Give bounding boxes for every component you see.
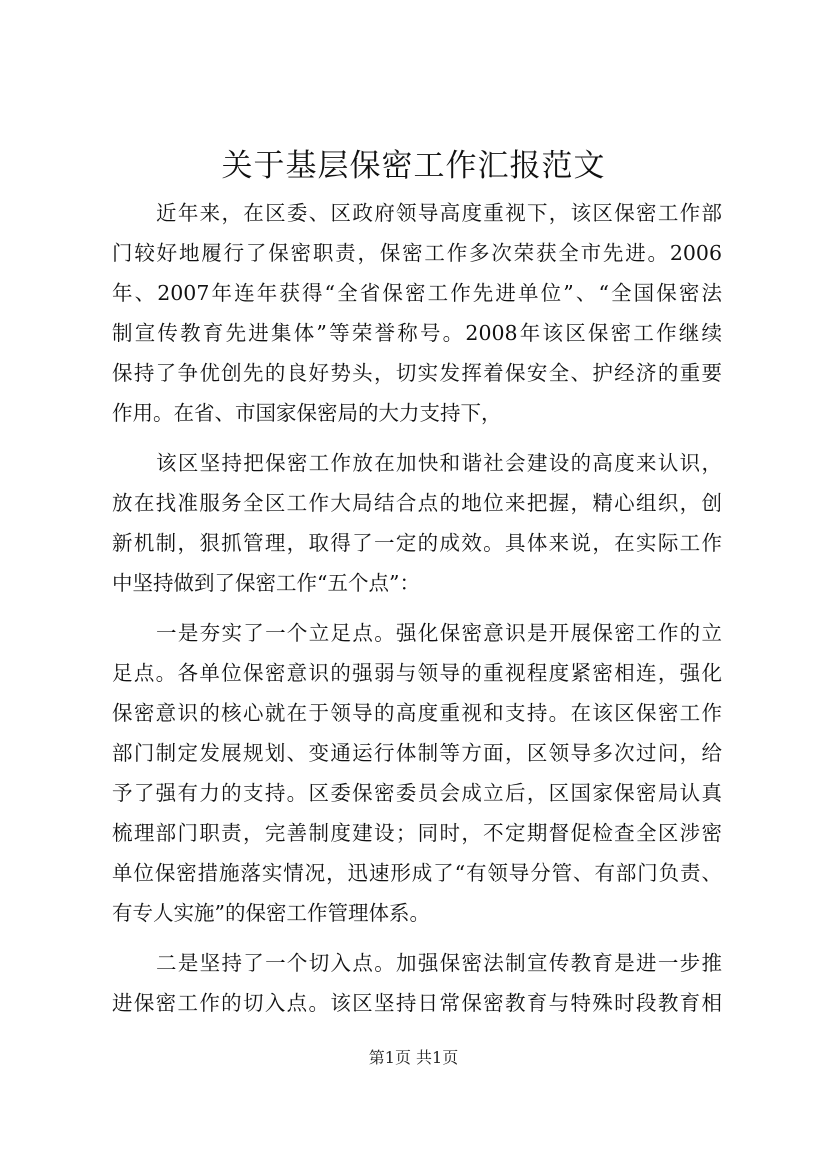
page-number-footer: 第1页 共1页 bbox=[368, 1048, 459, 1067]
body-line: 作用。在省、市国家保密局的大力支持下， bbox=[112, 401, 502, 425]
body-line: 一是夯实了一个立足点。强化保密意识是开展保密工作的立 bbox=[156, 621, 722, 645]
body-line: 单位保密措施落实情况，迅速形成了“有领导分管、有部门负责、 bbox=[112, 861, 722, 885]
body-line: 予了强有力的支持。区委保密委员会成立后，区国家保密局认真 bbox=[112, 781, 722, 805]
body-line: 保持了争优创先的良好势头，切实发挥着保安全、护经济的重要 bbox=[112, 361, 722, 385]
body-line: 进保密工作的切入点。该区坚持日常保密教育与特殊时段教育相 bbox=[112, 991, 722, 1015]
body-line: 保密意识的核心就在于领导的高度重视和支持。在该区保密工作 bbox=[112, 701, 722, 725]
body-line: 足点。各单位保密意识的强弱与领导的重视程度紧密相连，强化 bbox=[112, 661, 722, 685]
body-line: 门较好地履行了保密职责，保密工作多次荣获全市先进。2006 bbox=[112, 241, 722, 265]
document-title: 关于基层保密工作汇报范文 bbox=[221, 148, 606, 184]
body-line: 梳理部门职责，完善制度建设；同时，不定期督促检查全区涉密 bbox=[112, 821, 722, 845]
body-line: 制宣传教育先进集体”等荣誉称号。2008年该区保密工作继续 bbox=[112, 321, 722, 345]
body-line: 二是坚持了一个切入点。加强保密法制宣传教育是进一步推 bbox=[156, 951, 722, 975]
body-line: 该区坚持把保密工作放在加快和谐社会建设的高度来认识， bbox=[156, 451, 722, 475]
body-line: 中坚持做到了保密工作“五个点”： bbox=[112, 571, 420, 595]
body-line: 近年来，在区委、区政府领导高度重视下，该区保密工作部 bbox=[156, 201, 722, 225]
body-line: 部门制定发展规划、变通运行体制等方面，区领导多次过问，给 bbox=[112, 741, 722, 765]
body-line: 新机制，狠抓管理，取得了一定的成效。具体来说，在实际工作 bbox=[112, 531, 722, 555]
body-line: 有专人实施”的保密工作管理体系。 bbox=[112, 901, 430, 925]
body-line: 放在找准服务全区工作大局结合点的地位来把握，精心组织，创 bbox=[112, 491, 722, 515]
body-line: 年、2007年连年获得“全省保密工作先进单位”、“全国保密法 bbox=[112, 281, 722, 305]
